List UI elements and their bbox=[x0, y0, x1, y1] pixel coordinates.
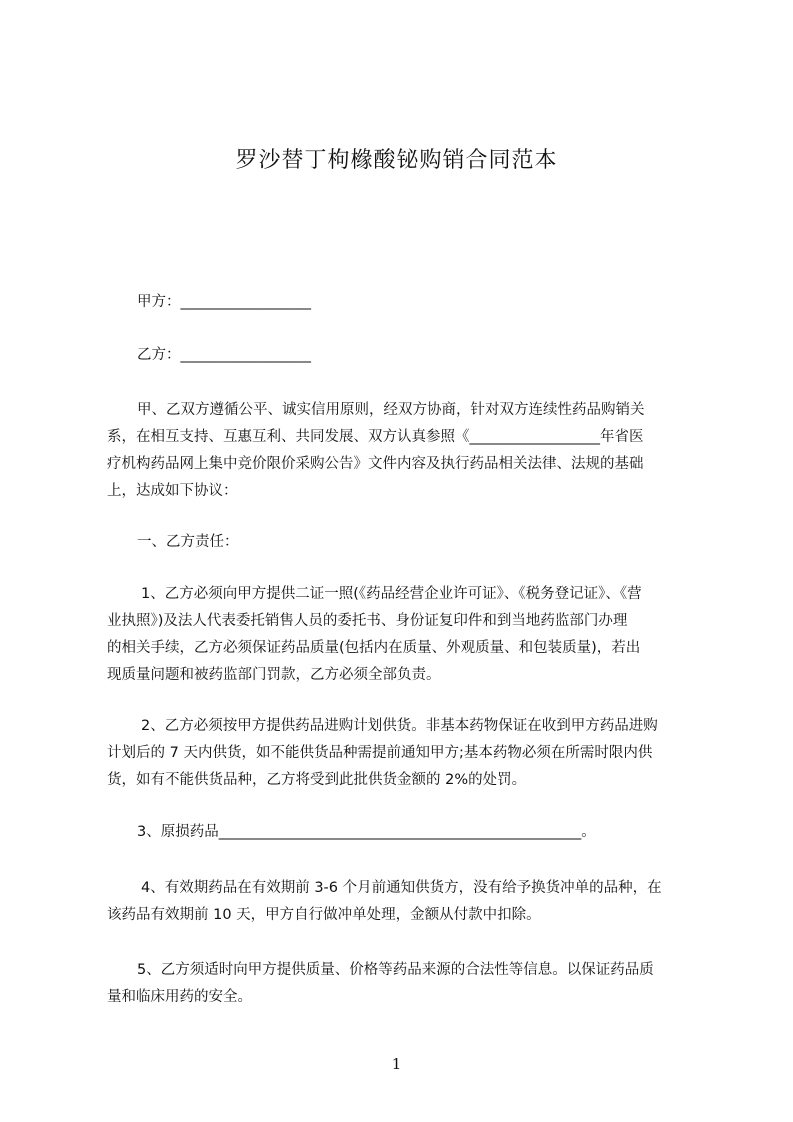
intro-line: 上，达成如下协议： bbox=[107, 483, 238, 499]
intro-line: 甲、乙双方遵循公平、诚实信用原则，经双方协商，针对双方连续性药品购销关 bbox=[137, 402, 645, 418]
clause-1-line: 现质量问题和被药监部门罚款，乙方必须全部负责。 bbox=[107, 667, 441, 683]
clause-3-line: 3、原损药品__________________________________________________。 bbox=[137, 824, 596, 840]
section-heading: 一、乙方责任： bbox=[137, 534, 239, 550]
clause-4-line: 该药品有效期前 10 天，甲方自行做冲单处理，金额从付款中扣除。 bbox=[107, 907, 541, 923]
party-b-line: 乙方：__________________ bbox=[137, 347, 311, 363]
clause-1-line: 业执照》)及法人代表委托销售人员的委托书、身份证复印件和到当地药监部门办理 bbox=[107, 613, 628, 629]
clause-2-line: 计划后的 7 天内供货，如不能供货品种需提前通知甲方;基本药物必须在所需时限内供 bbox=[107, 745, 653, 761]
clause-4-line: 4、有效期药品在有效期前 3-6 个月前通知供货方，没有给予换货冲单的品种，在 bbox=[141, 880, 662, 896]
clause-5-line: 5、乙方须适时向甲方提供质量、价格等药品来源的合法性等信息。以保证药品质 bbox=[137, 962, 654, 978]
intro-line: 系，在相互支持、互惠互利、共同发展、双方认真参照《__________________年省医 bbox=[107, 429, 644, 445]
clause-2-line: 2、乙方必须按甲方提供药品进购计划供货。非基本药物保证在收到甲方药品进购 bbox=[141, 718, 658, 734]
clause-5-line: 量和临床用药的安全。 bbox=[107, 989, 252, 1005]
intro-line: 疗机构药品网上集中竞价限价采购公告》文件内容及执行药品相关法律、法规的基础 bbox=[107, 456, 644, 472]
party-a-line: 甲方：__________________ bbox=[137, 294, 311, 310]
clause-2-line: 货，如有不能供货品种，乙方将受到此批供货金额的 2%的处罚。 bbox=[107, 772, 527, 788]
document-title: 罗沙替丁枸橼酸铋购销合同范本 bbox=[235, 148, 558, 173]
clause-1-line: 1、乙方必须向甲方提供二证一照(《药品经营企业许可证》、《税务登记证》、《营 bbox=[141, 586, 642, 602]
clause-1-line: 的相关手续，乙方必须保证药品质量(包括内在质量、外观质量、和包装质量)，若出 bbox=[107, 640, 641, 656]
page-number: 1 bbox=[391, 1055, 402, 1073]
